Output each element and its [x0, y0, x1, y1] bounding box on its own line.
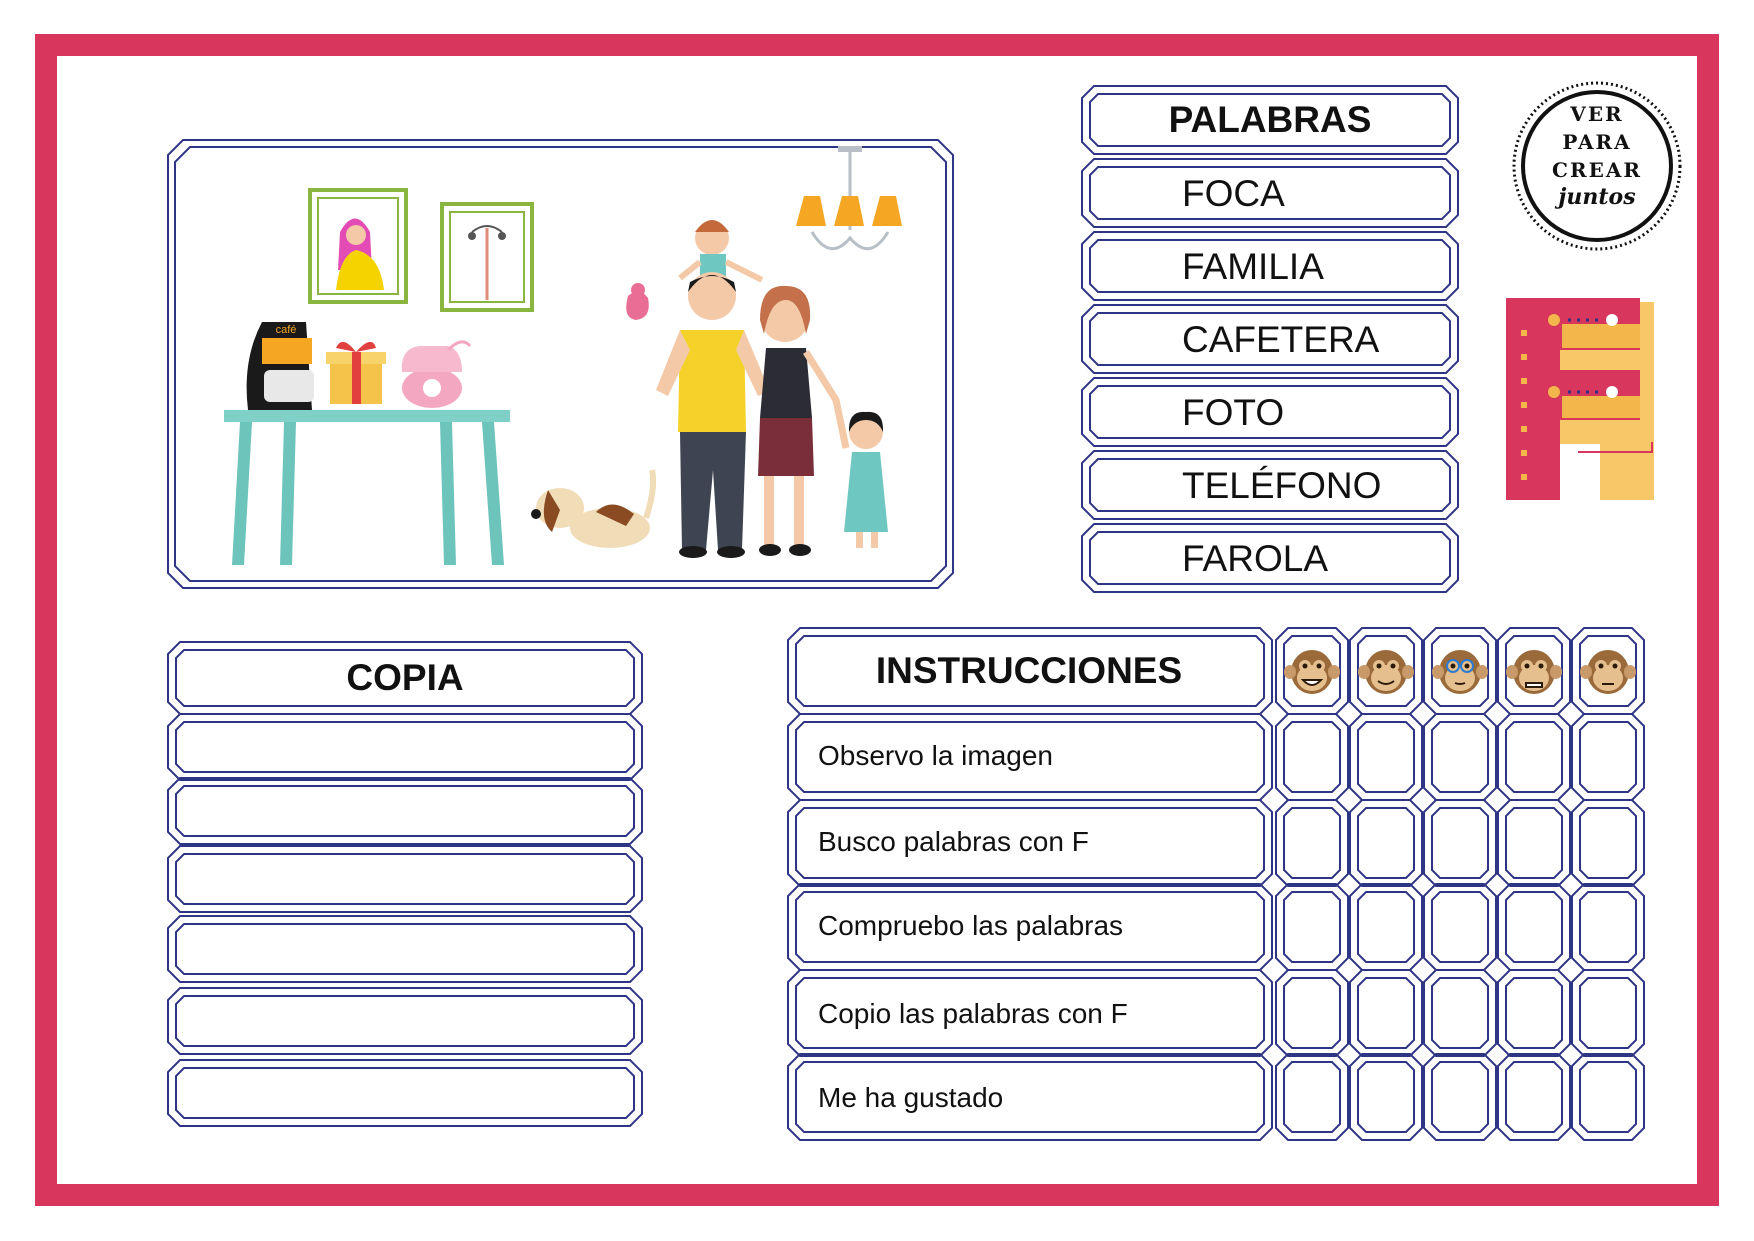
copia-line-4[interactable] [180, 924, 630, 974]
rating-cell [1276, 714, 1348, 800]
palabras-word-5: TELÉFONO [1182, 465, 1382, 506]
logo-line-4: juntos [1558, 184, 1636, 210]
copia-line-3[interactable] [180, 854, 630, 904]
street-lamp-icon [442, 204, 532, 310]
picture-frame-icon [310, 190, 406, 302]
palabras-word-6: FAROLA [1182, 538, 1328, 579]
copia-line-5[interactable] [180, 996, 630, 1046]
copia-line-6[interactable] [180, 1068, 630, 1118]
coffee-label: café [275, 324, 297, 336]
rating-cell [1572, 884, 1644, 970]
copia-line-2[interactable] [180, 786, 630, 836]
table-icon [224, 410, 510, 565]
monkey-glasses-icon[interactable] [1432, 650, 1488, 694]
rating-cell [1350, 970, 1422, 1056]
gift-icon [326, 342, 386, 404]
rating-cell [1350, 714, 1422, 800]
rating-cell [1498, 1054, 1570, 1140]
chandelier-icon [796, 146, 902, 249]
rating-cell [1276, 1054, 1348, 1140]
copia-line-1[interactable] [180, 724, 630, 774]
instrucciones-boxes [788, 628, 1272, 1140]
rating-cell [1424, 800, 1496, 886]
seal-toy-icon [626, 283, 649, 320]
monkey-grin-icon[interactable] [1284, 650, 1340, 694]
rating-cell [1276, 970, 1348, 1056]
palabras-word-4: FOTO [1182, 392, 1285, 433]
logo-line-3: CREAR [1552, 158, 1642, 182]
rating-cell [1276, 884, 1348, 970]
rating-cell [1350, 1054, 1422, 1140]
rating-cell [1572, 714, 1644, 800]
monkey-smile-icon[interactable] [1358, 650, 1414, 694]
instrucciones-title: INSTRUCCIONES [875, 650, 1183, 691]
rating-cell [1498, 800, 1570, 886]
rating-cell [1572, 1054, 1644, 1140]
rating-cell [1424, 970, 1496, 1056]
instruccion-step-1: Observo la imagen [818, 740, 1054, 771]
letter-f-graphic [1506, 298, 1654, 500]
rating-grid [1276, 628, 1644, 1140]
telephone-icon [402, 342, 470, 408]
palabras-word-3: CAFETERA [1182, 319, 1380, 360]
family-icon [656, 220, 888, 558]
instruccion-step-2: Busco palabras con F [818, 826, 1089, 857]
palabras-title: PALABRAS [1168, 99, 1372, 140]
logo-line-1: VER [1570, 102, 1624, 126]
rating-cell [1424, 1054, 1496, 1140]
rating-cell [1350, 884, 1422, 970]
instruccion-step-4: Copio las palabras con F [818, 998, 1128, 1029]
logo-line-2: PARA [1562, 130, 1632, 154]
rating-cell [1498, 714, 1570, 800]
rating-cell [1276, 800, 1348, 886]
palabras-word-1: FOCA [1182, 173, 1285, 214]
rating-cell [1350, 800, 1422, 886]
instruccion-step-5: Me ha gustado [818, 1082, 1004, 1113]
monkey-neutral-icon[interactable] [1580, 650, 1636, 694]
rating-cell [1572, 800, 1644, 886]
monkey-grimace-icon[interactable] [1506, 650, 1562, 694]
rating-cell [1498, 884, 1570, 970]
rating-cell [1572, 970, 1644, 1056]
dog-icon [531, 470, 653, 548]
rating-cell [1424, 714, 1496, 800]
copia-title: COPIA [346, 657, 464, 698]
instruccion-step-3: Compruebo las palabras [818, 910, 1124, 941]
rating-cell [1424, 884, 1496, 970]
palabras-word-2: FAMILIA [1182, 246, 1324, 287]
rating-cell [1498, 970, 1570, 1056]
